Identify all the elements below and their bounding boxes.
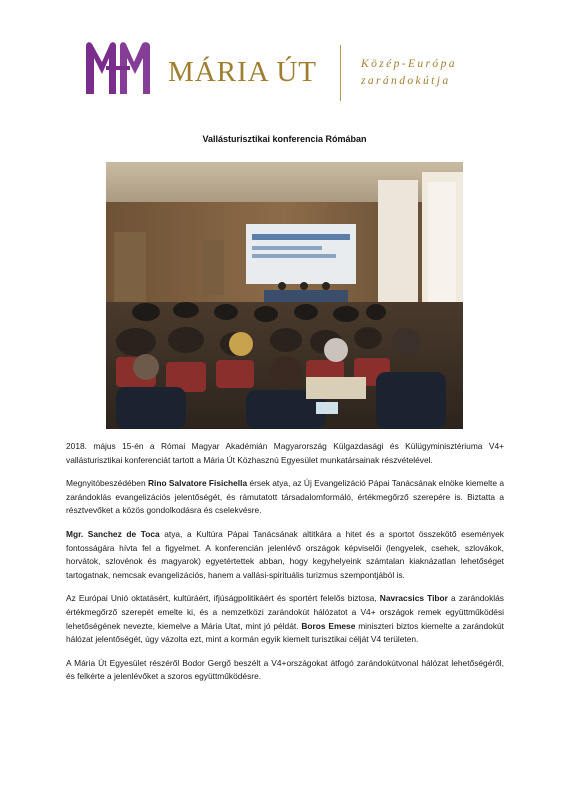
brand-name: MÁRIA ÚT (168, 56, 317, 88)
conference-hall-image (106, 162, 463, 429)
person-name-boros: Boros Emese (301, 620, 356, 631)
person-name-navracsics: Navracsics Tibor (379, 593, 448, 604)
conference-photo (106, 162, 463, 429)
logo-divider (340, 45, 341, 101)
article-body (66, 440, 504, 694)
brand-tagline (361, 56, 457, 90)
page-header (0, 0, 569, 120)
person-name-fisichella: Rino Salvatore Fisichella (147, 478, 248, 489)
paragraph-3-text-a: atya, a Kultúra Pápai Tanácsának altitkára a hitet és a sportot összekötő események fontosságára hívta fel a figyelmet. A konferencián jelenlévő országok képviselői (lengyelek, csehek, szlovákok, horvátok, szlovénok és magyarok) egyetértettek abban, hogy kegyhelyeink számtalan kiaknázatlan lehetőséget tartogatnak, nemcsak evangelizációs, hanem a vallási-spirituális turizmus szempontjából is. (66, 528, 504, 580)
paragraph-4-text-c: miniszteri biztos kiemelte a zarándokút hálózat jelentőségét, úgy vázolta ezt, mint a kormán egyik kiemelt turisztikai célját V4 területen. (66, 620, 504, 645)
paragraph-2-text-a: Megnyitóbeszédében (66, 478, 148, 489)
tagline-line-1: Közép-Európa (361, 58, 457, 70)
paragraph-4-text-b: a zarándoklás értékmegőrző szerepét emelte ki, és a nemzetközi zarándokút hálózatot a V4+ országok remek együttműködési lehetőségének nevezte, kiemelve a Mária Utat, mint jó példát. (66, 593, 504, 631)
paragraph-1: 2018. május 15-én a Római Magyar Akadémián Magyarország Külgazdasági és Külügyminisztériuma V4+ vallásturisztikai konferenciát tartott a Mária Út Közhasznú Egyesület munkatársainak részvételével. (66, 441, 504, 465)
paragraph-2-text-b: érsek atya, az Új Evangelizáció Pápai Tanácsának elnöke kiemelte a zarándoklás evangelizációs jelentőségét, és rámutatott társadalomformáló, értékmegőrző szerepére is. Biztatta a résztvevőket a közös gondolkodásra és cselekvésre. (66, 478, 504, 516)
document-title: Vallásturisztikai konferencia Rómában (202, 134, 367, 144)
maria-ut-logo-icon (84, 40, 152, 96)
paragraph-4 (66, 592, 504, 646)
paragraph-2 (66, 477, 504, 518)
paragraph-5: A Mária Út Egyesület részéről Bodor Gergő beszélt a V4+országokat átfogó zarándokútvonal hálózat lehetőségéről, és felkérte a jelenlévőket a szoros együttműködésre. (66, 657, 504, 682)
person-name-sanchez-de-toca: Mgr. Sanchez de Toca (66, 528, 160, 539)
paragraph-3 (66, 528, 504, 582)
paragraph-4-text-a: Az Európai Unió oktatásért, kultúráért, ifjúságpolitikáért és sportért felelős biztosa, (66, 593, 380, 604)
tagline-line-2: zarándokútja (361, 75, 451, 87)
